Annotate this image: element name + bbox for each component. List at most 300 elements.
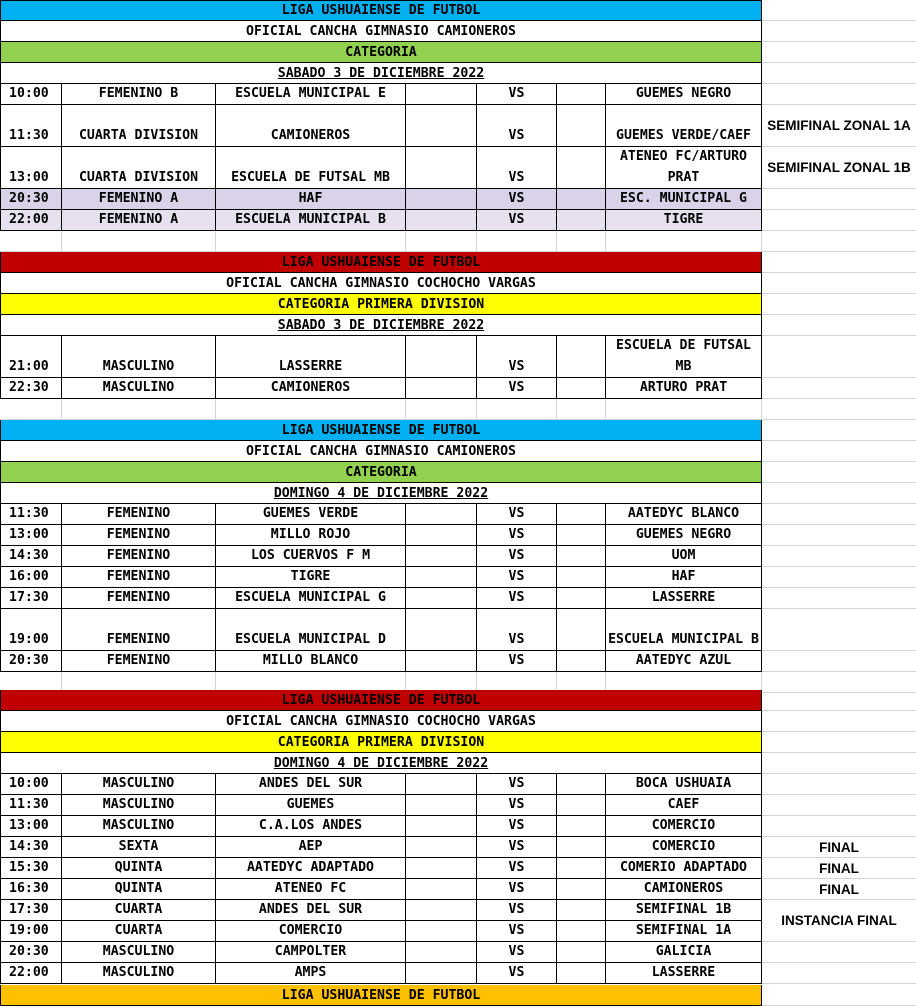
match-time: 13:00	[0, 147, 62, 189]
empty-cell	[557, 525, 606, 546]
match-category: FEMENINO	[62, 651, 216, 672]
away-team: LASSERRE	[606, 963, 762, 984]
match-row	[0, 900, 916, 928]
empty-cell	[557, 921, 606, 942]
match-row	[0, 504, 916, 525]
side-cell	[762, 0, 916, 21]
match-time: 22:30	[0, 378, 62, 399]
league-title-text: LIGA USHUAIENSE DE FUTBOL	[281, 692, 481, 708]
league-title-text: LIGA USHUAIENSE DE FUTBOL	[281, 254, 481, 270]
match-time: 20:30	[0, 942, 62, 963]
side-cell	[762, 985, 916, 1006]
match-row	[0, 546, 916, 567]
empty-cell	[557, 567, 606, 588]
home-team: AEP	[216, 837, 406, 858]
match-note	[762, 189, 916, 210]
match-note	[762, 378, 916, 399]
empty-cell	[406, 567, 477, 588]
match-note	[762, 504, 916, 525]
vs-label: VS	[477, 567, 557, 588]
date-title	[0, 753, 762, 774]
match-row	[0, 816, 916, 837]
venue-title-text: OFICIAL CANCHA GIMNASIO CAMIONEROS	[246, 443, 516, 459]
match-row	[0, 567, 916, 588]
side-cell	[762, 315, 916, 336]
league-title	[0, 690, 762, 711]
match-category: MASCULINO	[62, 774, 216, 795]
empty-cell	[216, 399, 406, 420]
header-row-venue	[0, 273, 916, 294]
match-row	[0, 774, 916, 795]
side-cell	[762, 63, 916, 84]
empty-cell	[557, 504, 606, 525]
venue-title	[0, 441, 762, 462]
match-category: CUARTA DIVISION	[62, 147, 216, 189]
empty-cell	[406, 858, 477, 879]
match-note	[762, 336, 916, 378]
match-category: CUARTA	[62, 900, 216, 921]
empty-cell	[557, 816, 606, 837]
match-row	[0, 525, 916, 546]
empty-cell	[0, 231, 62, 252]
side-cell	[762, 399, 916, 420]
home-team: CAMIONEROS	[216, 378, 406, 399]
home-team: MILLO ROJO	[216, 525, 406, 546]
away-team: COMERIO ADAPTADO	[606, 858, 762, 879]
match-time: 14:30	[0, 546, 62, 567]
empty-cell	[406, 963, 477, 984]
match-note	[762, 588, 916, 609]
match-time: 16:30	[0, 879, 62, 900]
venue-title-text: OFICIAL CANCHA GIMNASIO COCHOCHO VARGAS	[226, 275, 536, 291]
home-team: CAMPOLTER	[216, 942, 406, 963]
away-team: COMERCIO	[606, 837, 762, 858]
empty-cell	[557, 858, 606, 879]
home-team: ESCUELA MUNICIPAL E	[216, 84, 406, 105]
match-time: 22:00	[0, 210, 62, 231]
match-time: 17:30	[0, 900, 62, 921]
away-team: CAMIONEROS	[606, 879, 762, 900]
venue-title-text: OFICIAL CANCHA GIMNASIO COCHOCHO VARGAS	[226, 713, 536, 729]
side-cell	[762, 711, 916, 732]
away-team: GUEMES NEGRO	[606, 84, 762, 105]
home-team: HAF	[216, 189, 406, 210]
category-title	[0, 294, 762, 315]
side-cell	[762, 231, 916, 252]
match-row	[0, 189, 916, 210]
empty-cell	[606, 231, 762, 252]
match-row	[0, 210, 916, 231]
header-row-category	[0, 42, 916, 63]
match-category: QUINTA	[62, 858, 216, 879]
match-row	[0, 378, 916, 399]
vs-label: VS	[477, 795, 557, 816]
home-team: ATENEO FC	[216, 879, 406, 900]
match-row	[0, 963, 916, 984]
league-title-text: LIGA USHUAIENSE DE FUTBOL	[281, 3, 481, 18]
empty-cell	[406, 378, 477, 399]
vs-label: VS	[477, 504, 557, 525]
vs-label: VS	[477, 858, 557, 879]
vs-label: VS	[477, 525, 557, 546]
header-row-category	[0, 294, 916, 315]
empty-cell	[477, 399, 557, 420]
match-note	[762, 546, 916, 567]
vs-label: VS	[477, 921, 557, 942]
empty-cell	[406, 816, 477, 837]
away-team: SEMIFINAL 1B	[606, 900, 762, 921]
empty-cell	[406, 84, 477, 105]
match-row	[0, 609, 916, 651]
empty-cell	[406, 105, 477, 147]
empty-cell	[406, 504, 477, 525]
match-category: MASCULINO	[62, 963, 216, 984]
match-time: 11:30	[0, 105, 62, 147]
away-team: BOCA USHUAIA	[606, 774, 762, 795]
away-team: TIGRE	[606, 210, 762, 231]
match-category: CUARTA DIVISION	[62, 105, 216, 147]
match-category: FEMENINO	[62, 567, 216, 588]
away-team: COMERCIO	[606, 816, 762, 837]
empty-cell	[406, 231, 477, 252]
header-row-league	[0, 252, 916, 273]
match-row	[0, 879, 916, 900]
match-time: 19:00	[0, 921, 62, 942]
empty-cell	[406, 651, 477, 672]
side-cell	[762, 483, 916, 504]
category-title-text: CATEGORIA	[345, 44, 417, 60]
header-row-date	[0, 315, 916, 336]
match-note	[762, 651, 916, 672]
match-note	[762, 84, 916, 105]
header-row-venue	[0, 21, 916, 42]
match-category: MASCULINO	[62, 378, 216, 399]
match-row	[0, 105, 916, 147]
match-category: SEXTA	[62, 837, 216, 858]
vs-label: VS	[477, 378, 557, 399]
home-team: LOS CUERVOS F M	[216, 546, 406, 567]
venue-title	[0, 711, 762, 732]
empty-cell	[406, 921, 477, 942]
empty-cell	[557, 84, 606, 105]
vs-label: VS	[477, 588, 557, 609]
empty-cell	[606, 399, 762, 420]
match-time: 21:00	[0, 336, 62, 378]
empty-cell	[477, 231, 557, 252]
header-row-venue	[0, 711, 916, 732]
away-team: ESCUELA DE FUTSAL MB	[606, 336, 762, 378]
match-row	[0, 588, 916, 609]
empty-cell	[406, 588, 477, 609]
empty-cell	[406, 795, 477, 816]
match-note	[762, 210, 916, 231]
vs-label: VS	[477, 210, 557, 231]
empty-cell	[406, 609, 477, 651]
match-time: 13:00	[0, 816, 62, 837]
category-title-text: CATEGORIA PRIMERA DIVISION	[277, 734, 485, 750]
match-row	[0, 147, 916, 189]
vs-label: VS	[477, 609, 557, 651]
league-title	[0, 0, 762, 21]
empty-cell	[557, 963, 606, 984]
empty-cell	[406, 189, 477, 210]
vs-label: VS	[477, 837, 557, 858]
home-team: GUEMES	[216, 795, 406, 816]
away-team: AATEDYC BLANCO	[606, 504, 762, 525]
away-team: ARTURO PRAT	[606, 378, 762, 399]
match-category: FEMENINO	[62, 504, 216, 525]
vs-label: VS	[477, 900, 557, 921]
vs-label: VS	[477, 816, 557, 837]
match-category: MASCULINO	[62, 336, 216, 378]
match-note: FINAL	[762, 879, 916, 900]
vs-label: VS	[477, 147, 557, 189]
empty-cell	[557, 231, 606, 252]
empty-cell	[557, 837, 606, 858]
side-cell	[762, 462, 916, 483]
match-row	[0, 84, 916, 105]
match-note: SEMIFINAL ZONAL 1A	[762, 105, 916, 147]
empty-cell	[406, 336, 477, 378]
empty-cell	[406, 879, 477, 900]
category-title	[0, 732, 762, 753]
match-time: 17:30	[0, 588, 62, 609]
empty-cell	[406, 774, 477, 795]
vs-label: VS	[477, 879, 557, 900]
match-note	[762, 942, 916, 963]
home-team: AMPS	[216, 963, 406, 984]
match-category: FEMENINO B	[62, 84, 216, 105]
match-category: MASCULINO	[62, 942, 216, 963]
empty-cell	[62, 231, 216, 252]
empty-cell	[406, 399, 477, 420]
empty-cell	[62, 399, 216, 420]
footer-row	[0, 985, 916, 1006]
match-category: CUARTA	[62, 921, 216, 942]
match-time: 20:30	[0, 189, 62, 210]
away-team: CAEF	[606, 795, 762, 816]
away-team: AATEDYC AZUL	[606, 651, 762, 672]
match-row	[0, 795, 916, 816]
home-team: ANDES DEL SUR	[216, 900, 406, 921]
side-cell	[762, 294, 916, 315]
date-title	[0, 483, 762, 504]
empty-cell	[557, 774, 606, 795]
side-cell	[762, 732, 916, 753]
match-category: MASCULINO	[62, 816, 216, 837]
vs-label: VS	[477, 84, 557, 105]
home-team: TIGRE	[216, 567, 406, 588]
match-row	[0, 942, 916, 963]
match-note: SEMIFINAL ZONAL 1B	[762, 147, 916, 189]
empty-cell	[557, 651, 606, 672]
date-title	[0, 315, 762, 336]
header-row-league	[0, 0, 916, 21]
away-team: ESCUELA MUNICIPAL B	[606, 609, 762, 651]
header-row-league	[0, 690, 916, 711]
empty-cell	[406, 942, 477, 963]
category-title	[0, 42, 762, 63]
empty-cell	[557, 546, 606, 567]
side-cell	[762, 420, 916, 441]
vs-label: VS	[477, 651, 557, 672]
home-team: ESCUELA MUNICIPAL D	[216, 609, 406, 651]
vs-label: VS	[477, 546, 557, 567]
match-time: 11:30	[0, 504, 62, 525]
away-team: GUEMES VERDE/CAEF	[606, 105, 762, 147]
match-time: 19:00	[0, 609, 62, 651]
side-cell	[762, 441, 916, 462]
home-team: LASSERRE	[216, 336, 406, 378]
match-row	[0, 336, 916, 378]
venue-title	[0, 21, 762, 42]
home-team: ESCUELA DE FUTSAL MB	[216, 147, 406, 189]
match-category: FEMENINO A	[62, 210, 216, 231]
match-category: FEMENINO	[62, 546, 216, 567]
date-title-text: SABADO 3 DE DICIEMBRE 2022	[277, 65, 485, 81]
home-team: MILLO BLANCO	[216, 651, 406, 672]
away-team: ATENEO FC/ARTURO PRAT	[606, 147, 762, 189]
side-cell	[762, 273, 916, 294]
side-cell	[762, 753, 916, 774]
match-note	[762, 609, 916, 651]
match-row	[0, 858, 916, 879]
match-time: 10:00	[0, 84, 62, 105]
empty-cell	[557, 336, 606, 378]
away-team: UOM	[606, 546, 762, 567]
match-note	[762, 525, 916, 546]
home-team: COMERCIO	[216, 921, 406, 942]
empty-cell	[406, 837, 477, 858]
match-row	[0, 837, 916, 858]
vs-label: VS	[477, 189, 557, 210]
date-title	[0, 63, 762, 84]
match-note	[762, 567, 916, 588]
header-row-date	[0, 753, 916, 774]
home-team: C.A.LOS ANDES	[216, 816, 406, 837]
vs-label: VS	[477, 963, 557, 984]
match-note: FINAL	[762, 837, 916, 858]
empty-cell	[557, 147, 606, 189]
empty-cell	[557, 795, 606, 816]
empty-cell	[557, 378, 606, 399]
empty-cell	[557, 210, 606, 231]
header-row-date	[0, 483, 916, 504]
footer-league-title	[0, 985, 762, 1006]
league-title	[0, 252, 762, 273]
match-row	[0, 651, 916, 672]
header-row-category	[0, 462, 916, 483]
match-category: QUINTA	[62, 879, 216, 900]
category-title-text: CATEGORIA	[345, 464, 417, 480]
match-time: 16:00	[0, 567, 62, 588]
match-note	[762, 816, 916, 837]
venue-title-text: OFICIAL CANCHA GIMNASIO CAMIONEROS	[246, 23, 516, 39]
away-team: GUEMES NEGRO	[606, 525, 762, 546]
match-time: 11:30	[0, 795, 62, 816]
side-cell	[762, 690, 916, 711]
vs-label: VS	[477, 336, 557, 378]
header-row-date	[0, 63, 916, 84]
side-cell	[762, 252, 916, 273]
empty-cell	[406, 546, 477, 567]
match-time: 13:00	[0, 525, 62, 546]
empty-cell	[557, 900, 606, 921]
match-note: FINAL	[762, 858, 916, 879]
away-team: HAF	[606, 567, 762, 588]
match-note	[762, 963, 916, 984]
category-title-text: CATEGORIA PRIMERA DIVISION	[277, 296, 485, 312]
match-time: 10:00	[0, 774, 62, 795]
empty-cell	[406, 900, 477, 921]
category-title	[0, 462, 762, 483]
match-category: FEMENINO	[62, 525, 216, 546]
match-category: FEMENINO A	[62, 189, 216, 210]
match-category: FEMENINO	[62, 609, 216, 651]
match-time: 15:30	[0, 858, 62, 879]
match-note	[762, 774, 916, 795]
empty-cell	[557, 588, 606, 609]
home-team: GUEMES VERDE	[216, 504, 406, 525]
away-team: GALICIA	[606, 942, 762, 963]
empty-cell	[557, 189, 606, 210]
empty-cell	[557, 609, 606, 651]
empty-cell	[406, 525, 477, 546]
empty-cell	[557, 399, 606, 420]
vs-label: VS	[477, 942, 557, 963]
empty-cell	[406, 210, 477, 231]
date-title-text: SABADO 3 DE DICIEMBRE 2022	[277, 317, 485, 333]
footer-league-text: LIGA USHUAIENSE DE FUTBOL	[281, 987, 481, 1003]
venue-title	[0, 273, 762, 294]
side-cell	[762, 42, 916, 63]
match-category: FEMENINO	[62, 588, 216, 609]
home-team: ANDES DEL SUR	[216, 774, 406, 795]
match-time: 22:00	[0, 963, 62, 984]
date-title-text: DOMINGO 4 DE DICIEMBRE 2022	[273, 755, 489, 771]
home-team: AATEDYC ADAPTADO	[216, 858, 406, 879]
empty-cell	[0, 399, 62, 420]
vs-label: VS	[477, 774, 557, 795]
away-team: ESC. MUNICIPAL G	[606, 189, 762, 210]
header-row-venue	[0, 441, 916, 462]
empty-cell	[557, 942, 606, 963]
spacer-row	[0, 399, 916, 420]
header-row-league	[0, 420, 916, 441]
empty-cell	[406, 147, 477, 189]
header-row-category	[0, 732, 916, 753]
league-title-text: LIGA USHUAIENSE DE FUTBOL	[281, 422, 481, 438]
date-title-text: DOMINGO 4 DE DICIEMBRE 2022	[273, 485, 489, 501]
match-time: 14:30	[0, 837, 62, 858]
empty-cell	[557, 879, 606, 900]
away-team: LASSERRE	[606, 588, 762, 609]
home-team: ESCUELA MUNICIPAL B	[216, 210, 406, 231]
home-team: ESCUELA MUNICIPAL G	[216, 588, 406, 609]
match-category: MASCULINO	[62, 795, 216, 816]
match-note	[762, 795, 916, 816]
match-time: 20:30	[0, 651, 62, 672]
empty-cell	[216, 231, 406, 252]
away-team: SEMIFINAL 1A	[606, 921, 762, 942]
vs-label: VS	[477, 105, 557, 147]
league-title	[0, 420, 762, 441]
home-team: CAMIONEROS	[216, 105, 406, 147]
match-note: INSTANCIA FINAL	[762, 900, 916, 942]
side-cell	[762, 21, 916, 42]
spacer-row	[0, 231, 916, 252]
empty-cell	[557, 105, 606, 147]
